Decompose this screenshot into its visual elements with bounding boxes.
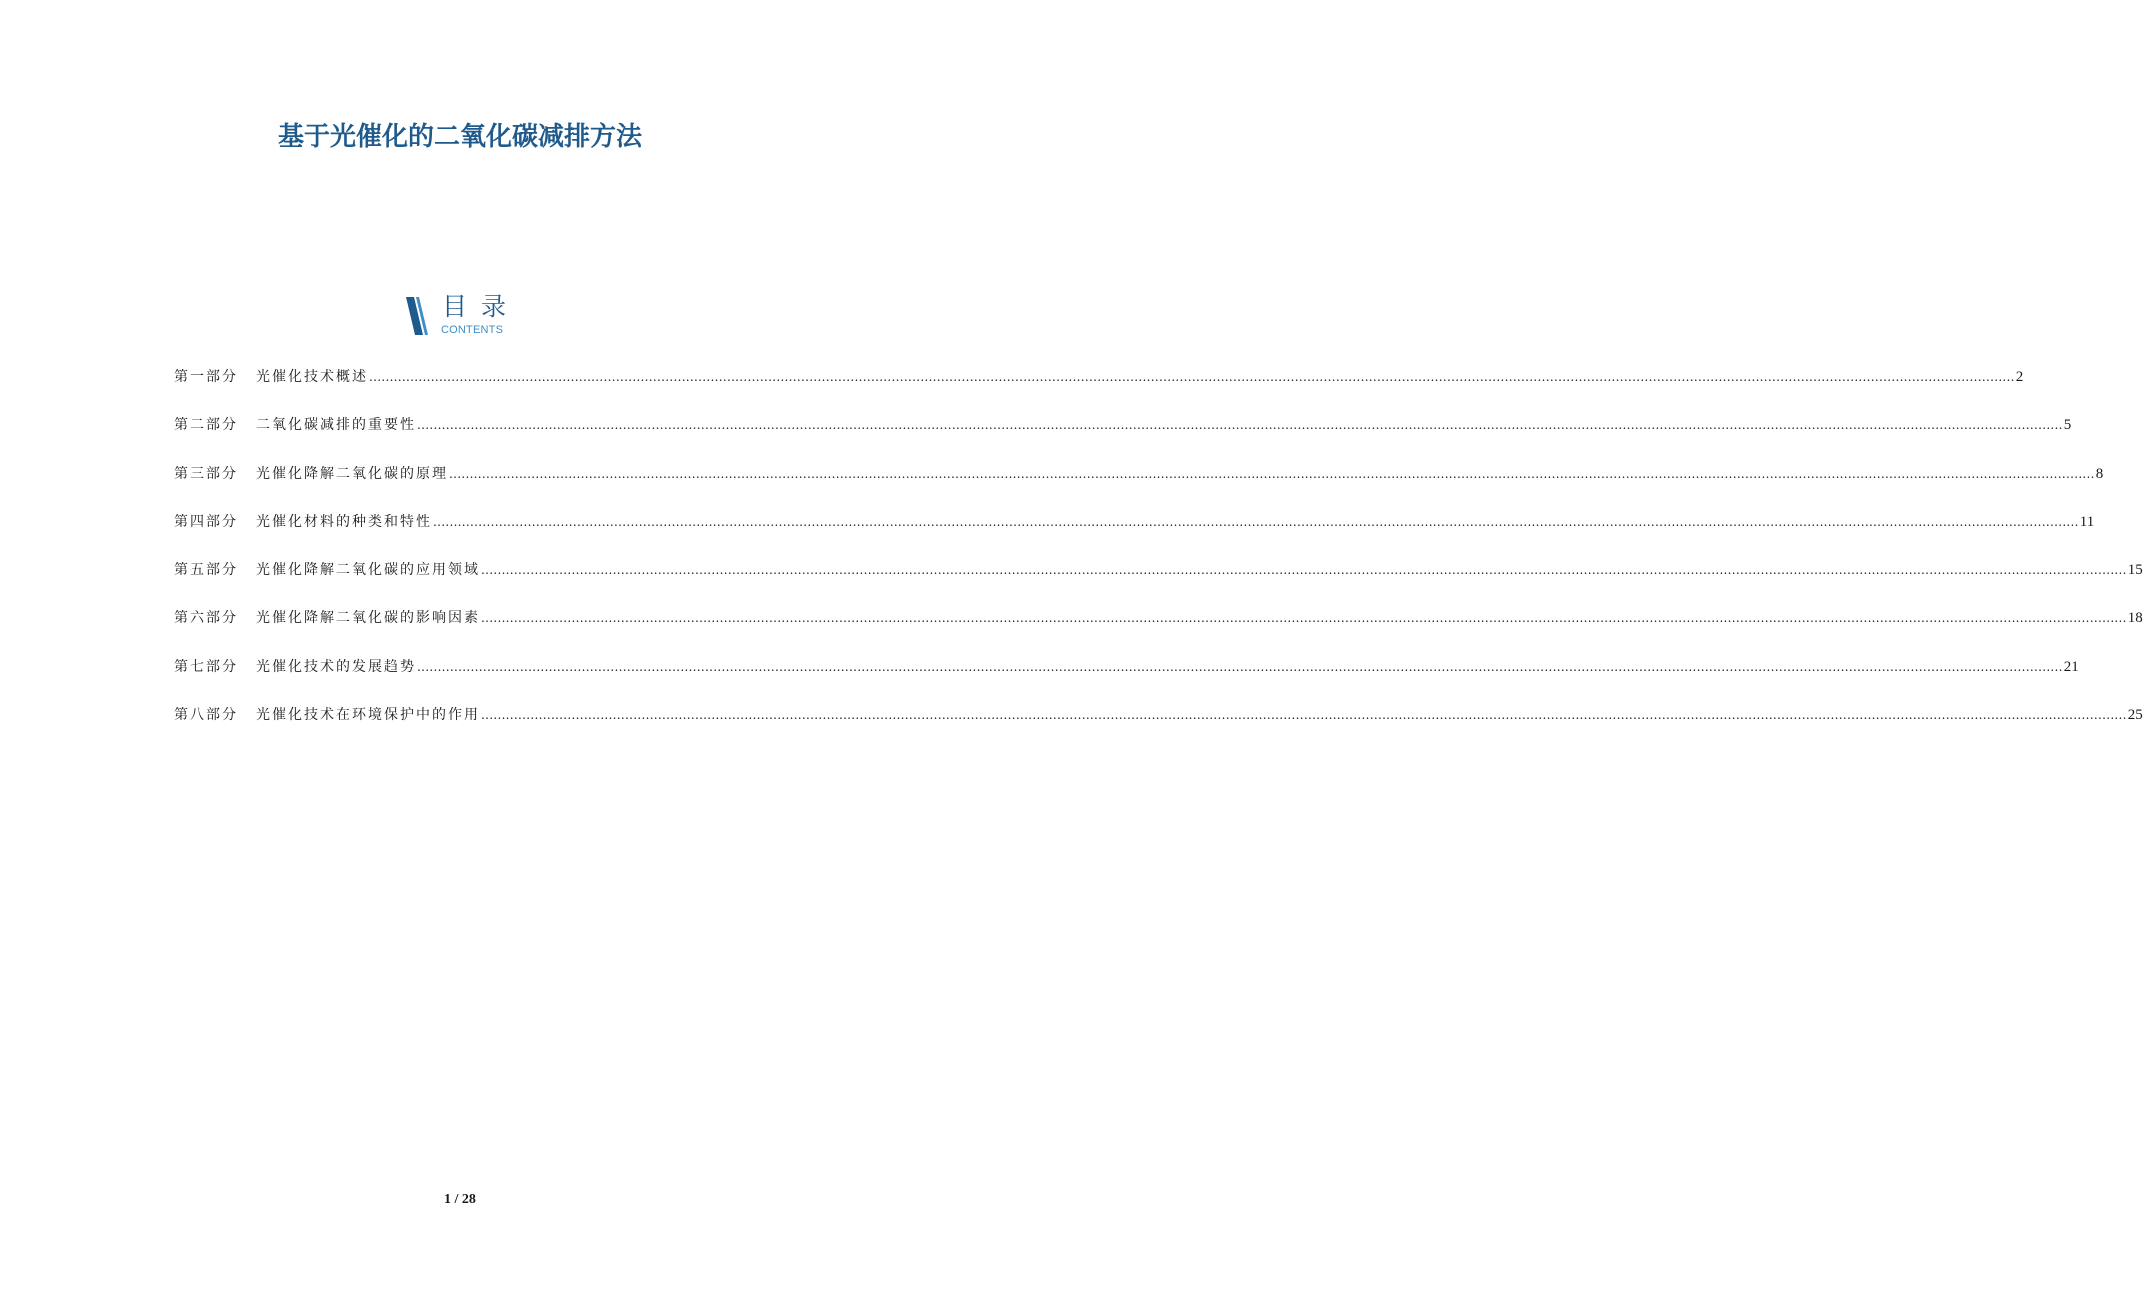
toc-page-number: 11 — [2079, 513, 2095, 530]
toc-leader-dots: ................................................................................................................................................................................................................................................................................................................................................................................................................ — [417, 418, 2063, 433]
toc-page-number: 8 — [2095, 465, 2104, 482]
toc-entry-title: 光催化降解二氧化碳的应用领域 — [256, 562, 480, 579]
toc-page-number: 21 — [2063, 658, 2079, 675]
toc-page-number: 15 — [2127, 562, 2143, 579]
document-title: 基于光催化的二氧化碳减排方法 — [277, 122, 642, 152]
toc-part-label: 第三部分 — [174, 465, 238, 482]
toc-entry-title: 光催化技术概述 — [256, 369, 368, 385]
toc-entry-title: 光催化材料的种类和特性 — [256, 513, 432, 530]
toc-part-label: 第七部分 — [174, 658, 238, 675]
toc-heading: 目录 — [442, 292, 521, 321]
contents-logo-icon — [405, 295, 433, 337]
toc-entry-title: 光催化技术在环境保护中的作用 — [256, 707, 480, 724]
page-number-footer: 1 / 28 — [444, 1192, 476, 1207]
toc-entry-6[interactable] — [174, 607, 2143, 655]
toc-entry-1[interactable] — [174, 366, 2024, 414]
toc-page-number: 25 — [2127, 707, 2143, 724]
toc-leader-dots: ................................................................................................................................................................................................................................................................................................................................................................................................................ — [417, 659, 2063, 674]
toc-entry-5[interactable] — [174, 559, 2143, 607]
toc-part-label: 第八部分 — [174, 707, 238, 724]
table-of-contents — [174, 366, 2143, 752]
toc-leader-dots: ................................................................................................................................................................................................................................................................................................................................................................................................................ — [481, 611, 2127, 626]
toc-leader-dots: ................................................................................................................................................................................................................................................................................................................................................................................................................ — [433, 514, 2079, 529]
toc-entry-3[interactable] — [174, 463, 2104, 511]
toc-entry-8[interactable] — [174, 704, 2143, 752]
toc-page-number: 5 — [2063, 417, 2072, 434]
toc-part-label: 第二部分 — [174, 417, 238, 434]
toc-part-label: 第四部分 — [174, 513, 238, 530]
toc-page-number: 2 — [2015, 369, 2024, 385]
toc-leader-dots: ................................................................................................................................................................................................................................................................................................................................................................................................................ — [481, 708, 2127, 723]
toc-entry-title: 光催化降解二氧化碳的影响因素 — [256, 610, 480, 627]
toc-header — [405, 293, 525, 339]
toc-entry-7[interactable] — [174, 656, 2079, 704]
toc-leader-dots: ................................................................................................................................................................................................................................................................................................................................................................................................................ — [449, 466, 2095, 481]
toc-entry-title: 光催化技术的发展趋势 — [256, 658, 416, 675]
toc-leader-dots: ................................................................................................................................................................................................................................................................................................................................................................................................................ — [481, 563, 2127, 578]
toc-page-number: 18 — [2127, 610, 2143, 627]
toc-entry-4[interactable] — [174, 511, 2095, 559]
toc-entry-title: 光催化降解二氧化碳的原理 — [256, 465, 448, 482]
toc-part-label: 第六部分 — [174, 610, 238, 627]
toc-entry-title: 二氧化碳减排的重要性 — [256, 417, 416, 434]
toc-leader-dots: ................................................................................................................................................................................................................................................................................................................................................................................................................ — [369, 370, 2015, 384]
toc-entry-2[interactable] — [174, 414, 2072, 462]
toc-part-label: 第一部分 — [174, 369, 238, 385]
toc-part-label: 第五部分 — [174, 562, 238, 579]
toc-subheading: CONTENTS — [441, 324, 504, 336]
